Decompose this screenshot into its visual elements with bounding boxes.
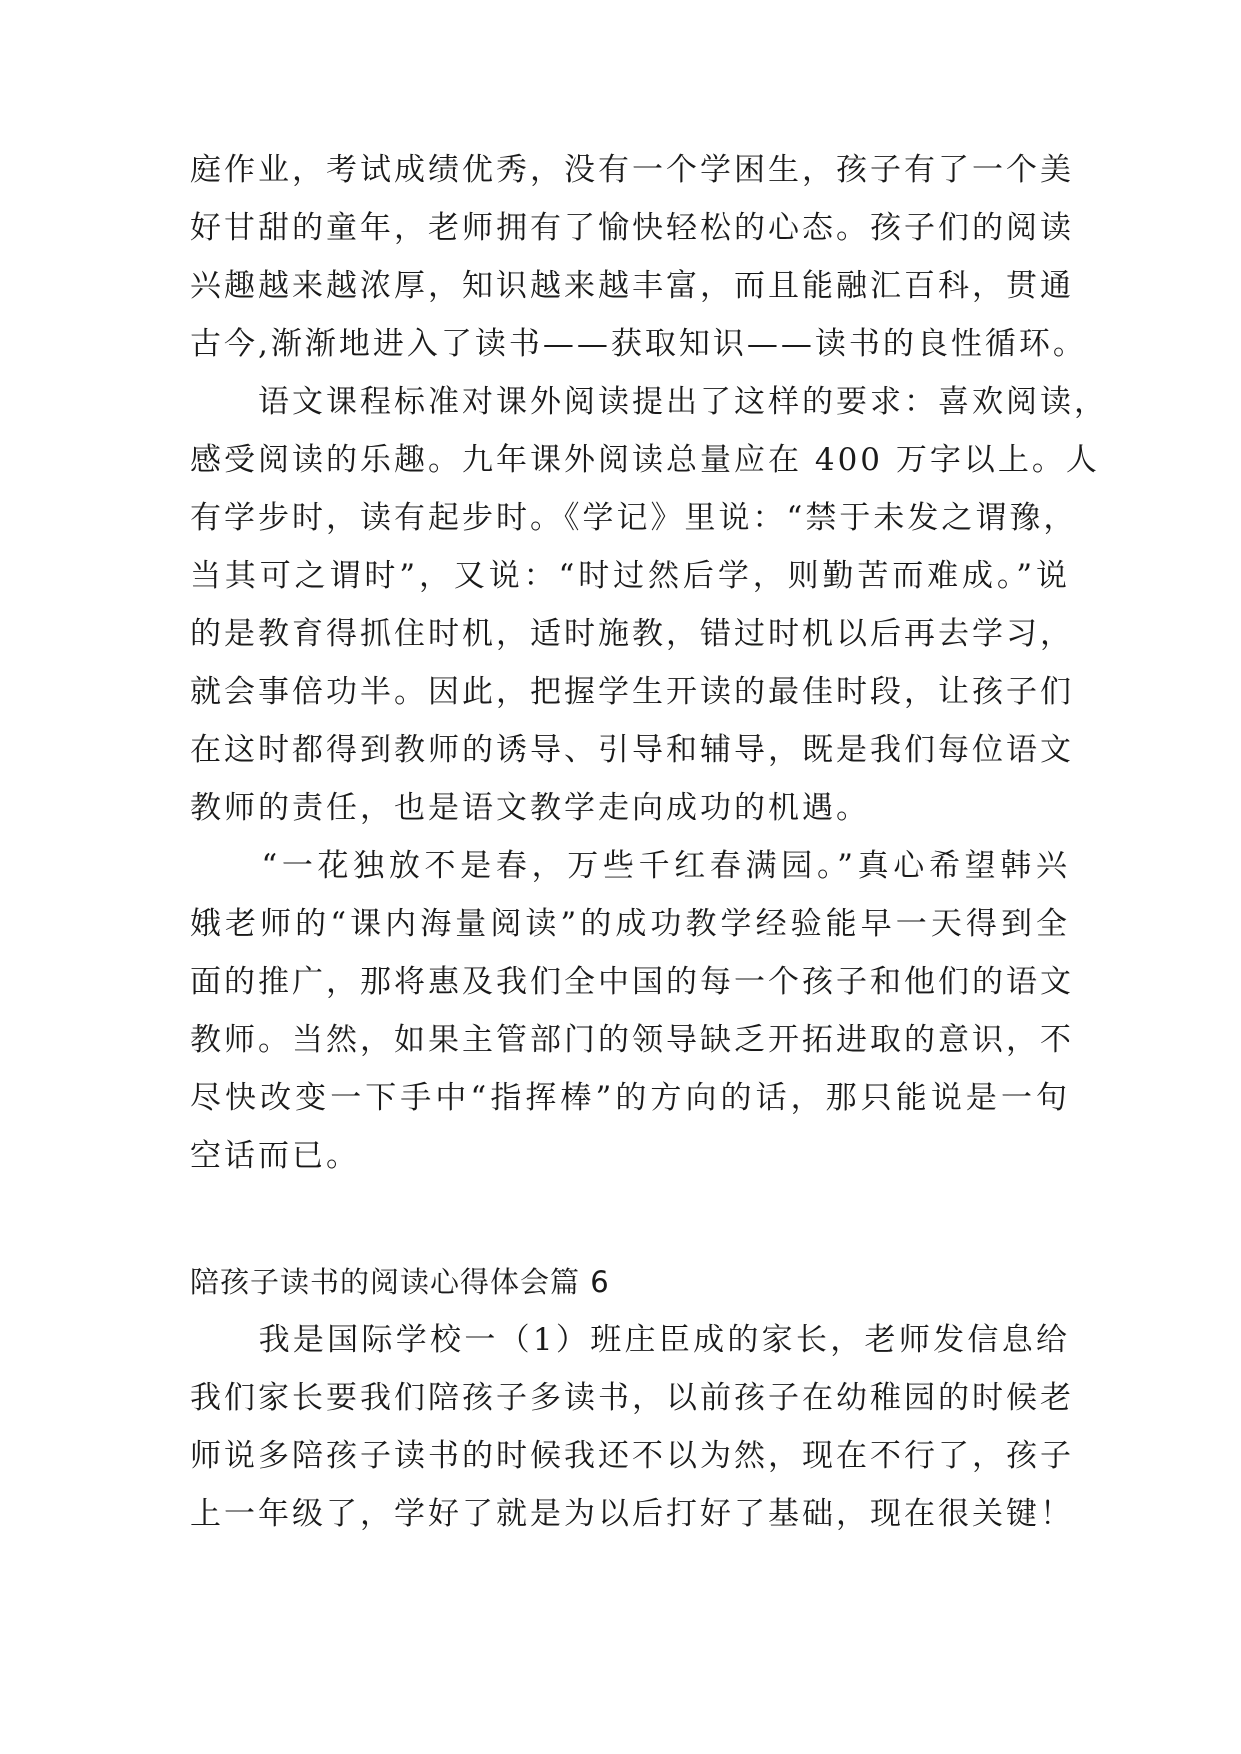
paragraph-line: 语文课程标准对课外阅读提出了这样的要求：喜欢阅读， — [190, 384, 1108, 420]
paragraph-line: 在这时都得到教师的诱导、引导和辅导，既是我们每位语文 — [190, 732, 1074, 768]
paragraph-line: 古今,渐渐地进入了读书——获取知识——读书的良性循环。 — [190, 326, 1087, 362]
paragraph-line: 有学步时，读有起步时。《学记》里说：“禁于未发之谓豫， — [190, 500, 1078, 536]
paragraph-line: 好甘甜的童年，老师拥有了愉快轻松的心态。孩子们的阅读 — [190, 210, 1074, 246]
paragraph-line: “一花独放不是春，万些千红春满园。”真心希望韩兴 — [190, 848, 1070, 884]
paragraph-line: 就会事倍功半。因此，把握学生开读的最佳时段，让孩子们 — [190, 674, 1074, 710]
paragraph-line: 庭作业，考试成绩优秀，没有一个学困生，孩子有了一个美 — [190, 152, 1074, 188]
paragraph-line: 的是教育得抓住时机，适时施教，错过时机以后再去学习， — [190, 616, 1074, 652]
paragraph-line: 尽快改变一下手中“指挥棒”的方向的话，那只能说是一句 — [190, 1080, 1070, 1116]
paragraph-line: 兴趣越来越浓厚，知识越来越丰富，而且能融汇百科，贯通 — [190, 268, 1074, 304]
paragraph-line: 教师。当然，如果主管部门的领导缺乏开拓进取的意识，不 — [190, 1022, 1074, 1058]
paragraph-line: 教师的责任，也是语文教学走向成功的机遇。 — [190, 790, 870, 826]
paragraph-line: 娥老师的“课内海量阅读”的成功教学经验能早一天得到全 — [190, 906, 1070, 942]
section-heading: 陪孩子读书的阅读心得体会篇 6 — [190, 1265, 610, 1299]
paragraph-line: 面的推广，那将惠及我们全中国的每一个孩子和他们的语文 — [190, 964, 1074, 1000]
paragraph-line: 空话而已。 — [190, 1138, 360, 1174]
paragraph-line: 我们家长要我们陪孩子多读书，以前孩子在幼稚园的时候老 — [190, 1380, 1074, 1416]
paragraph-line: 上一年级了，学好了就是为以后打好了基础，现在很关键！ — [190, 1496, 1074, 1532]
paragraph-line: 当其可之谓时”，又说：“时过然后学，则勤苦而难成。”说 — [190, 558, 1070, 594]
paragraph-line: 师说多陪孩子读书的时候我还不以为然，现在不行了，孩子 — [190, 1438, 1074, 1474]
paragraph-line: 感受阅读的乐趣。九年课外阅读总量应在 400 万字以上。人 — [190, 442, 1100, 478]
paragraph-line: 我是国际学校一（1）班庄臣成的家长，老师发信息给 — [190, 1322, 1070, 1358]
